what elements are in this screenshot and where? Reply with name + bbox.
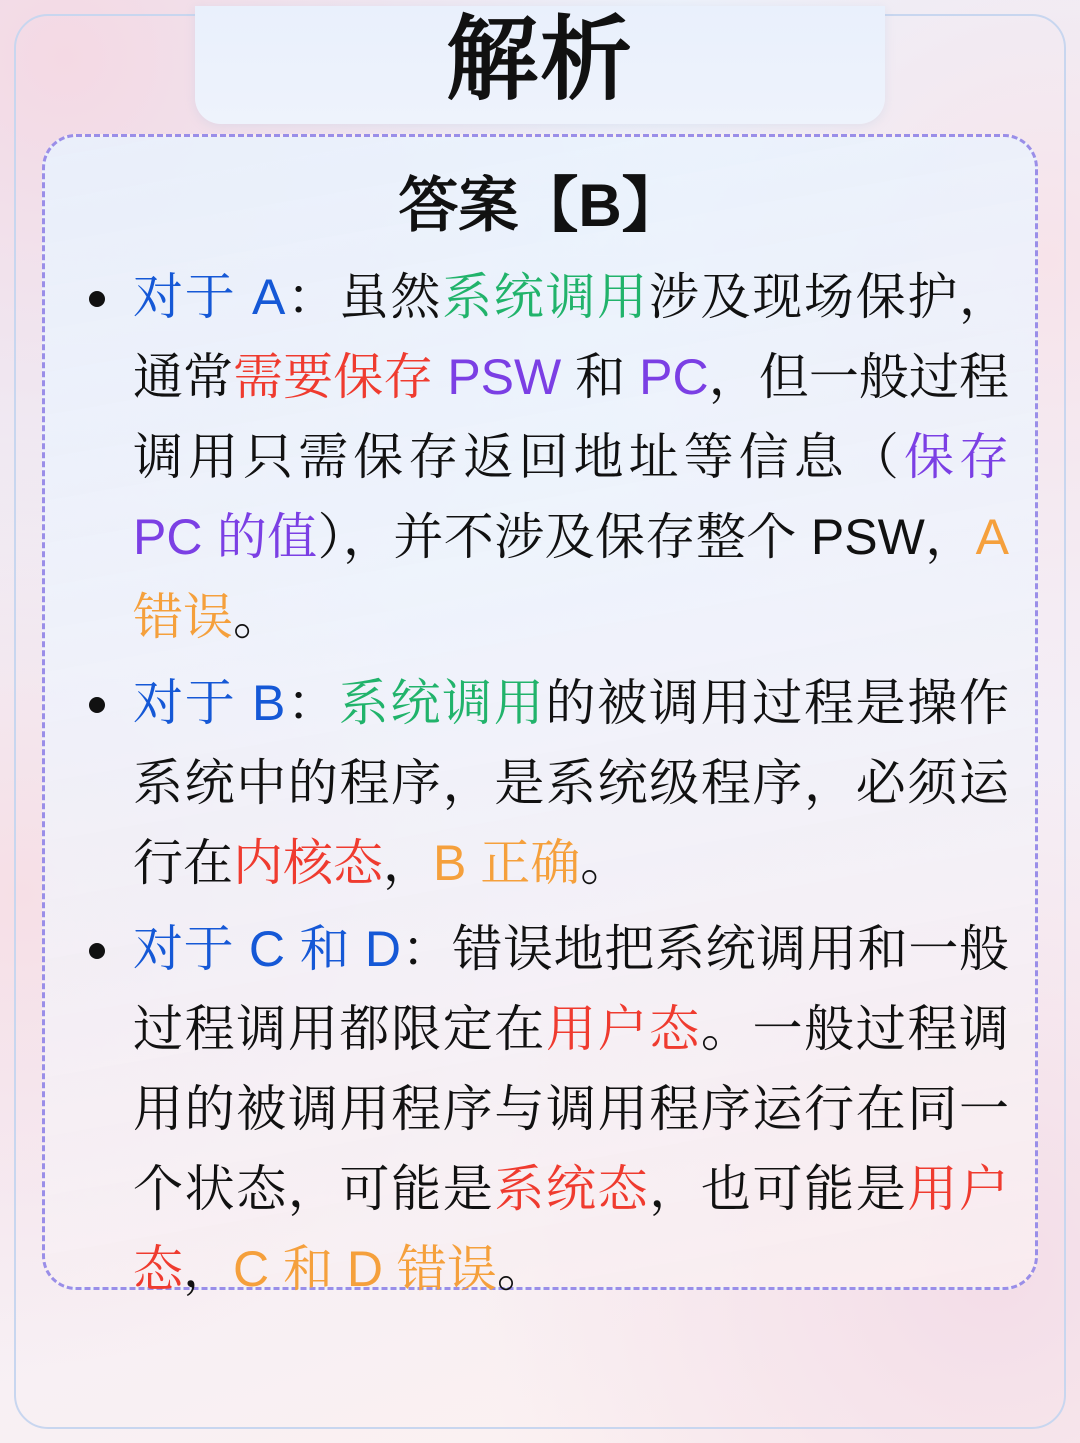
text-segment: ， bbox=[383, 835, 433, 891]
explanation-points-list bbox=[71, 257, 1009, 1309]
text-segment: 用户态 bbox=[546, 1001, 701, 1057]
text-segment: 内核态 bbox=[233, 835, 383, 891]
text-segment: ：虽然 bbox=[285, 269, 443, 325]
text-segment: 。 bbox=[496, 1241, 547, 1297]
text-segment: ： bbox=[285, 675, 339, 731]
text-segment: A 错误 bbox=[133, 509, 1009, 645]
text-segment: 对于 A bbox=[133, 269, 286, 325]
text-segment: ：错误地把系统调用和一般过程调用都限定在 bbox=[133, 921, 1009, 1057]
text-segment: 系统态 bbox=[494, 1161, 650, 1217]
text-segment: PC bbox=[625, 349, 709, 405]
text-segment: 。一般过程调用的被调用程序与调用程序运行在同一个状态，可能是 bbox=[133, 1001, 1009, 1217]
text-segment: ，也可能是 bbox=[649, 1161, 908, 1217]
text-segment: 和 bbox=[575, 349, 626, 405]
text-segment: C 和 D 错误 bbox=[233, 1241, 497, 1297]
text-segment: ，但一般过程调用只需保存返回地址等信息（ bbox=[133, 349, 1010, 485]
text-segment: 的被调用过程是操作系统中的程序，是系统级程序，必须运行在 bbox=[133, 675, 1010, 891]
explanation-card bbox=[42, 134, 1038, 1297]
page-title: 解析 bbox=[445, 9, 634, 111]
text-segment: 需要保存 bbox=[233, 349, 434, 405]
text-segment: ， bbox=[183, 1241, 233, 1297]
text-segment: 系统调用 bbox=[442, 269, 649, 325]
text-segment: PSW bbox=[433, 349, 576, 405]
text-segment: 。 bbox=[233, 589, 283, 645]
text-segment: 涉及现场保护，通常 bbox=[133, 269, 1010, 405]
text-segment: 系统调用 bbox=[338, 675, 546, 731]
text-segment: 对于 C 和 D bbox=[133, 921, 401, 977]
text-segment: B 正确 bbox=[433, 835, 581, 891]
text-segment: 保存 PC 的值 bbox=[133, 429, 1010, 565]
answer-label: 答案【B】 bbox=[398, 172, 682, 239]
text-segment: ），并不涉及保存整个 PSW， bbox=[317, 509, 976, 565]
point-b bbox=[71, 663, 1009, 903]
text-segment: 对于 B bbox=[133, 675, 286, 731]
text-segment: 。 bbox=[580, 835, 631, 891]
text-segment: 用户态 bbox=[133, 1161, 1009, 1297]
point-a bbox=[71, 257, 1009, 657]
point-cd bbox=[71, 909, 1009, 1309]
